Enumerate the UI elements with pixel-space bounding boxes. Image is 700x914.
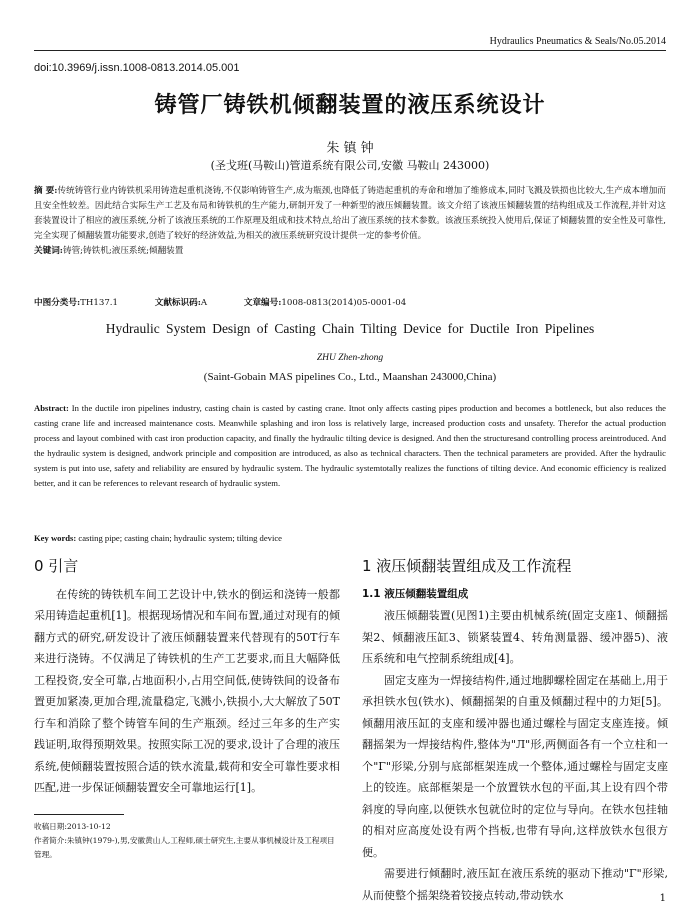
article-number: 文章编号:1008-0813(2014)05-0001-04 [243, 298, 407, 308]
abstract-cn-text: 传统铸管行业内铸铁机采用铸造起重机浇铸,不仅影响铸管生产,成为瓶颈,也降低了铸造起重机的寿命和增加了维修成本,同时飞溅及铁损也比较大,生产成本增加而且安全性较差。因此结合实际生产工艺及布局和铸铁机的生产能力,研制开发了一种新型的液压倾翻装置。该文介绍了该液压倾翻装置的结构组成及工作流程,并针对这套装置设计了相应的液压系统,分析了该液压系统的工作原理及组成和技术特点,给出了液压系统的技术参数。该液压系统投入使用后,保证了倾翻装置的安全性及可靠性,完全实现了倾翻装置功能要求,创造了较好的经济效益,为相关的液压系统研究设计提供一定的参考价值。 [34, 186, 666, 241]
journal-header: Hydraulics Pneumatics & Seals/No.05.2014 [489, 36, 666, 47]
classification-line [34, 296, 440, 308]
author-bio: 作者简介:朱镇钟(1979-),男,安徽黄山人,工程师,硕士研究生,主要从事机械设计及工程项目管理。 [34, 836, 335, 859]
section-1-paragraph: 固定支座为一焊接结构件,通过地脚螺栓固定在基础上,用于承担铁水包(铁水)、倾翻摇架的自重及倾翻过程中的力矩[5]。倾翻用液压缸的支座和缓冲器也通过螺栓与固定支座连接。倾翻摇架为一焊接结构件,整体为"Л"形,两侧面各有一个立柱和一个"Γ"形梁,分别与底部框架连成一个整体,通过螺栓与固定支座上的铰连。底部框架是一个放置铁水包的平面,其上设有四个带斜度的导向座,以便铁水包就位时的定位与导向。在铁水包挂轴的相对应高度处设有两个挡板,也带有导向,这样放铁水包很方便。 [362, 673, 668, 859]
section-1-1-heading: 1.1 液压倾翻装置组成 [362, 587, 469, 600]
section-0-paragraph: 在传统的铸铁机车间工艺设计中,铁水的倒运和浇铸一般都采用铸造起重机[1]。根据现场情况和车间布置,通过对现有的倾翻方式的研究,研发设计了液压倾翻装置来代替现有的50T行车来进行浇铸。不仅满足了铸铁机的生产工艺要求,而且大幅降低工程投资,安全可靠,占地面积小,占用空间低,使铸铁间的设备布置更加紧凑,更加合理,流量稳定,飞溅小,铁损小,大大解放了50T行车和消除了整个铸管车间的生产瓶颈。经过三年多的生产实践证明,取得预期效果。按照实际工况的要求,设计了合理的液压系统,使倾翻装置按照合适的铁水流量,载荷和安全可靠性要求相匹配,进一步保证倾翻装置安全可靠地运行[1]。 [34, 587, 340, 794]
clc-number: 中图分类号:TH137.1 [34, 298, 118, 308]
abstract-cn-label: 摘 要: [34, 186, 58, 196]
keywords-en [34, 533, 282, 543]
section-0-heading: 0 引言 [34, 557, 79, 575]
author-en: ZHU Zhen-zhong [316, 353, 384, 363]
abstract-cn [34, 184, 666, 259]
paper-title-en: Hydraulic System Design of Casting Chain Tilting Device for Ductile Iron Pipelines [105, 321, 595, 336]
affiliation-en: (Saint-Gobain MAS pipelines Co., Ltd., Maanshan 243000,China) [203, 371, 497, 383]
section-1-heading: 1 液压倾翻装置组成及工作流程 [362, 557, 572, 575]
footnotes [34, 820, 340, 862]
abstract-en-text: In the ductile iron pipelines industry, casting chain is casted by casting crane. Itnot only affects casting pipes production and becomes a bottleneck, but also reduces the casting crane life and increased maintenance costs. Meanwhile splashing and iron loss is relatively large, increased production costs and unsafety. Therefor the actual production process and layout combined with cast iron production capacity, and finally the hydraulic tilting device is designed. And then the structuresand controlling process areintroduced. And the hydraulic system is designed, andwork principle and composition are introduced, as also as technical characters. Then the technical parameters are provided. After the hydraulic system is put into use, safety and reliability are ensured by hydraulic system. The hydraulic systemtotally realizes the functions of tilting device. And economic efficiency is realized better, and it can be references to relevant research of hydraulic system. [34, 403, 666, 488]
footnote-rule [34, 814, 124, 815]
header-rule [34, 50, 666, 51]
document-code: 文献标识码:A [154, 298, 208, 308]
affiliation-cn: (圣戈班(马鞍山)管道系统有限公司,安徽 马鞍山 243000) [210, 159, 490, 172]
abstract-en [34, 401, 666, 491]
page-number: 1 [659, 893, 666, 904]
doi[interactable]: doi:10.3969/j.issn.1008-0813.2014.05.001 [34, 62, 240, 74]
keywords-en-label: Key words: [34, 533, 77, 543]
author-cn: 朱 镇 钟 [326, 141, 374, 156]
right-column [362, 556, 668, 906]
keywords-cn-label: 关键词: [34, 246, 63, 256]
received-date: 收稿日期:2013-10-12 [34, 822, 111, 831]
section-1-paragraph: 液压倾翻装置(见图1)主要由机械系统(固定支座1、倾翻摇架2、倾翻液压缸3、锁紧装置4、转角测量器、缓冲器5)、液压系统和电气控制系统组成[4]。 [362, 609, 668, 665]
keywords-en-text: casting pipe; casting chain; hydraulic system; tilting device [78, 533, 282, 543]
paper-title-cn: 铸管厂铸铁机倾翻装置的液压系统设计 [154, 93, 546, 118]
section-1-paragraph: 需要进行倾翻时,液压缸在液压系统的驱动下推动"Γ"形梁,从而使整个摇架绕着铰接点转动,带动铁水 [362, 867, 668, 902]
left-column [34, 556, 340, 799]
keywords-cn-text: 铸管;铸铁机;液压系统;倾翻装置 [62, 246, 184, 256]
abstract-en-label: Abstract: [34, 403, 69, 413]
